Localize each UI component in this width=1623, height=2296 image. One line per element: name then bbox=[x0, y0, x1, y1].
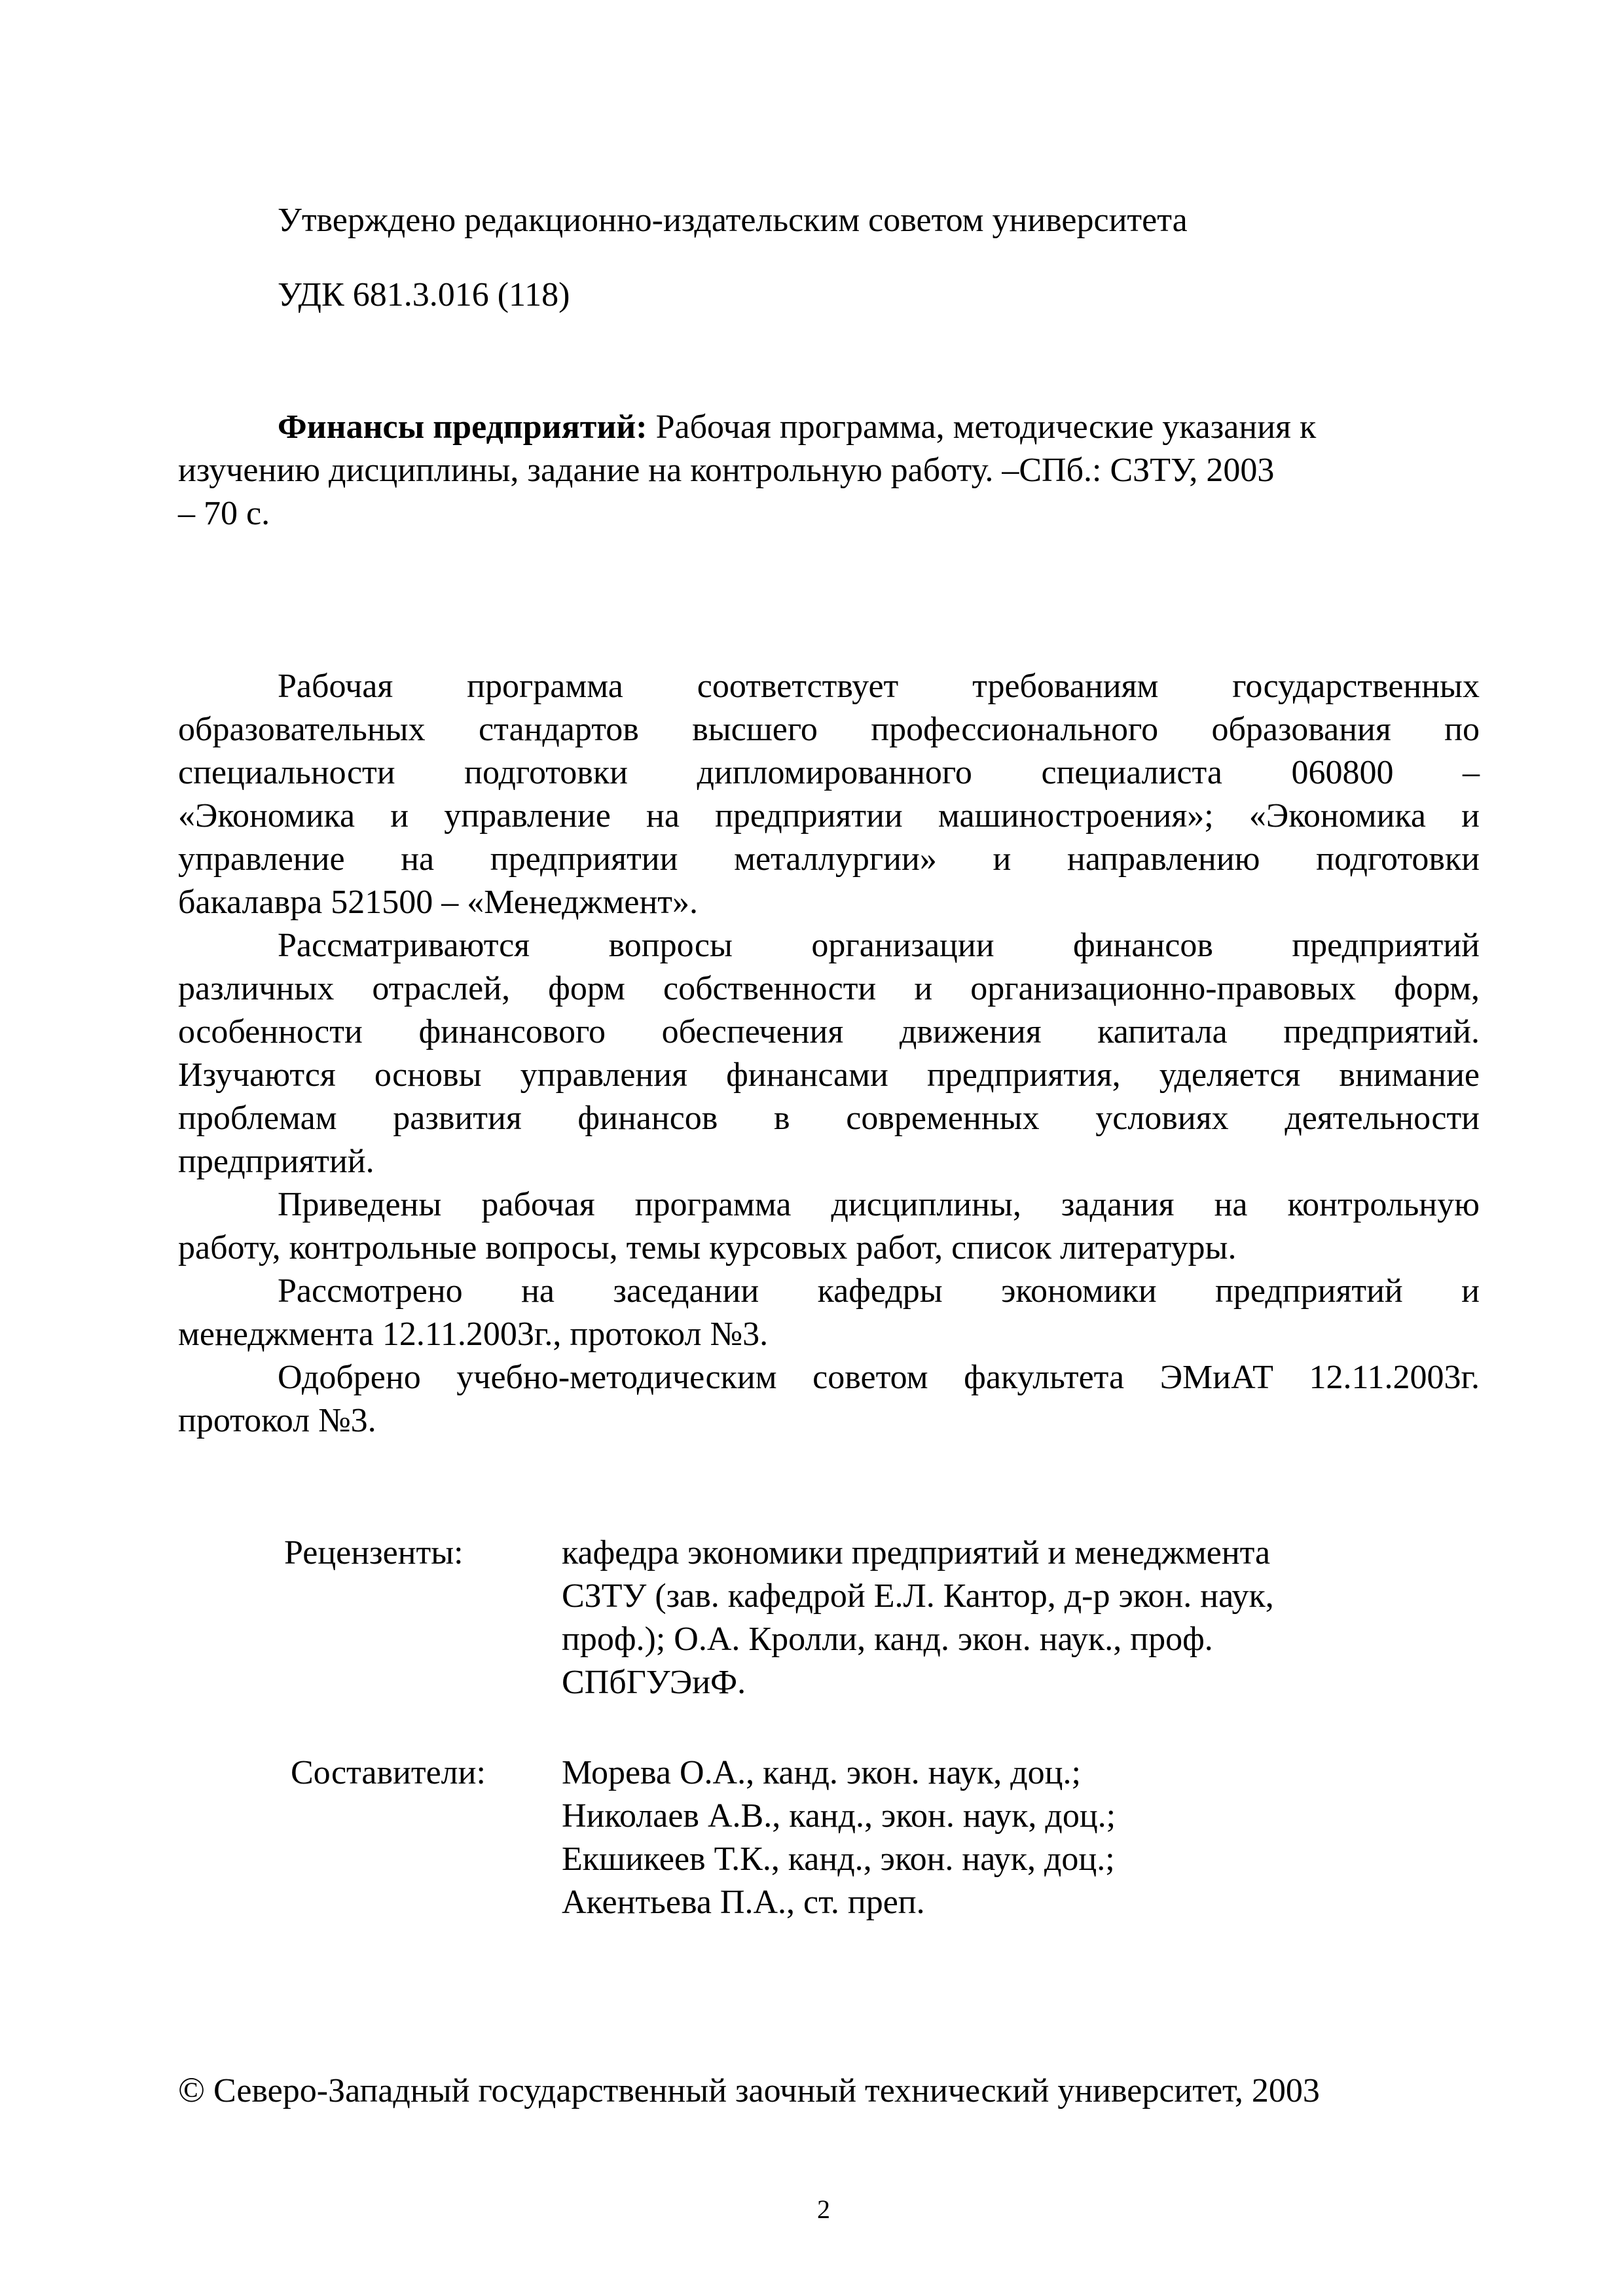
p1-line-2: образовательных стандартов высшего профессионального образования по bbox=[178, 711, 1480, 748]
p5-line-1: Одобрено учебно-методическим советом факультета ЭМиАТ 12.11.2003г. bbox=[278, 1359, 1480, 1396]
page-number: 2 bbox=[817, 2195, 830, 2224]
citation-line-1 bbox=[278, 406, 1316, 449]
p1-line-5: управление на предприятии металлургии» и направлению подготовки bbox=[178, 840, 1480, 878]
p5-line-2: протокол №3. bbox=[178, 1402, 376, 1439]
p1-line-3: специальности подготовки дипломированного специалиста 060800 – bbox=[178, 754, 1480, 791]
p4-line-2: менеджмента 12.11.2003г., протокол №3. bbox=[178, 1316, 769, 1353]
citation-title: Финансы предприятий: bbox=[278, 408, 647, 446]
reviewers-line-2: СЗТУ (зав. кафедрой Е.Л. Кантор, д-р экон. наук, bbox=[562, 1577, 1274, 1615]
p2-line-4: Изучаются основы управления финансами предприятия, уделяется внимание bbox=[178, 1056, 1480, 1094]
compilers-line-4: Акентьева П.А., ст. преп. bbox=[562, 1884, 925, 1921]
p3-line-2: работу, контрольные вопросы, темы курсовых работ, список литературы. bbox=[178, 1229, 1237, 1266]
p2-line-6: предприятий. bbox=[178, 1143, 374, 1180]
reviewers-line-4: СПбГУЭиФ. bbox=[562, 1664, 746, 1701]
compilers-label: Составители: bbox=[291, 1754, 486, 1791]
compilers-line-3: Екшикеев Т.К., канд., экон. наук, доц.; bbox=[562, 1840, 1115, 1878]
copyright-line bbox=[178, 2068, 1320, 2113]
p1-line-6: бакалавра 521500 – «Менеджмент». bbox=[178, 884, 698, 921]
p1-line-1: Рабочая программа соответствует требованиям государственных bbox=[278, 668, 1480, 705]
compilers-line-1: Морева О.А., канд. экон. наук, доц.; bbox=[562, 1754, 1081, 1791]
copyright-icon: © bbox=[178, 2070, 206, 2109]
copyright-text: Северо-Западный государственный заочный технический университет, 2003 bbox=[205, 2072, 1320, 2109]
p2-line-3: особенности финансового обеспечения движения капитала предприятий. bbox=[178, 1013, 1480, 1050]
udk-code: УДК 681.3.016 (118) bbox=[278, 276, 570, 314]
reviewers-line-3: проф.); О.А. Кролли, канд. экон. наук., проф. bbox=[562, 1621, 1213, 1658]
approval-line: Утверждено редакционно-издательским советом университета bbox=[278, 202, 1188, 239]
citation-line-2: изучению дисциплины, задание на контрольную работу. –СПб.: СЗТУ, 2003 bbox=[178, 452, 1275, 489]
p2-line-5: проблемам развития финансов в современных условиях деятельности bbox=[178, 1100, 1480, 1137]
p2-line-2: различных отраслей, форм собственности и организационно-правовых форм, bbox=[178, 970, 1480, 1007]
p3-line-1: Приведены рабочая программа дисциплины, задания на контрольную bbox=[278, 1186, 1480, 1223]
citation-line-3: – 70 с. bbox=[178, 495, 270, 532]
citation-line-1-rest: Рабочая программа, методические указания к bbox=[647, 408, 1317, 446]
p2-line-1: Рассматриваются вопросы организации финансов предприятий bbox=[278, 927, 1480, 964]
compilers-line-2: Николаев А.В., канд., экон. наук, доц.; bbox=[562, 1797, 1116, 1835]
p4-line-1: Рассмотрено на заседании кафедры экономики предприятий и bbox=[278, 1272, 1480, 1310]
reviewers-label: Рецензенты: bbox=[284, 1534, 464, 1571]
reviewers-line-1: кафедра экономики предприятий и менеджмента bbox=[562, 1534, 1271, 1571]
p1-line-4: «Экономика и управление на предприятии машиностроения»; «Экономика и bbox=[178, 797, 1480, 834]
